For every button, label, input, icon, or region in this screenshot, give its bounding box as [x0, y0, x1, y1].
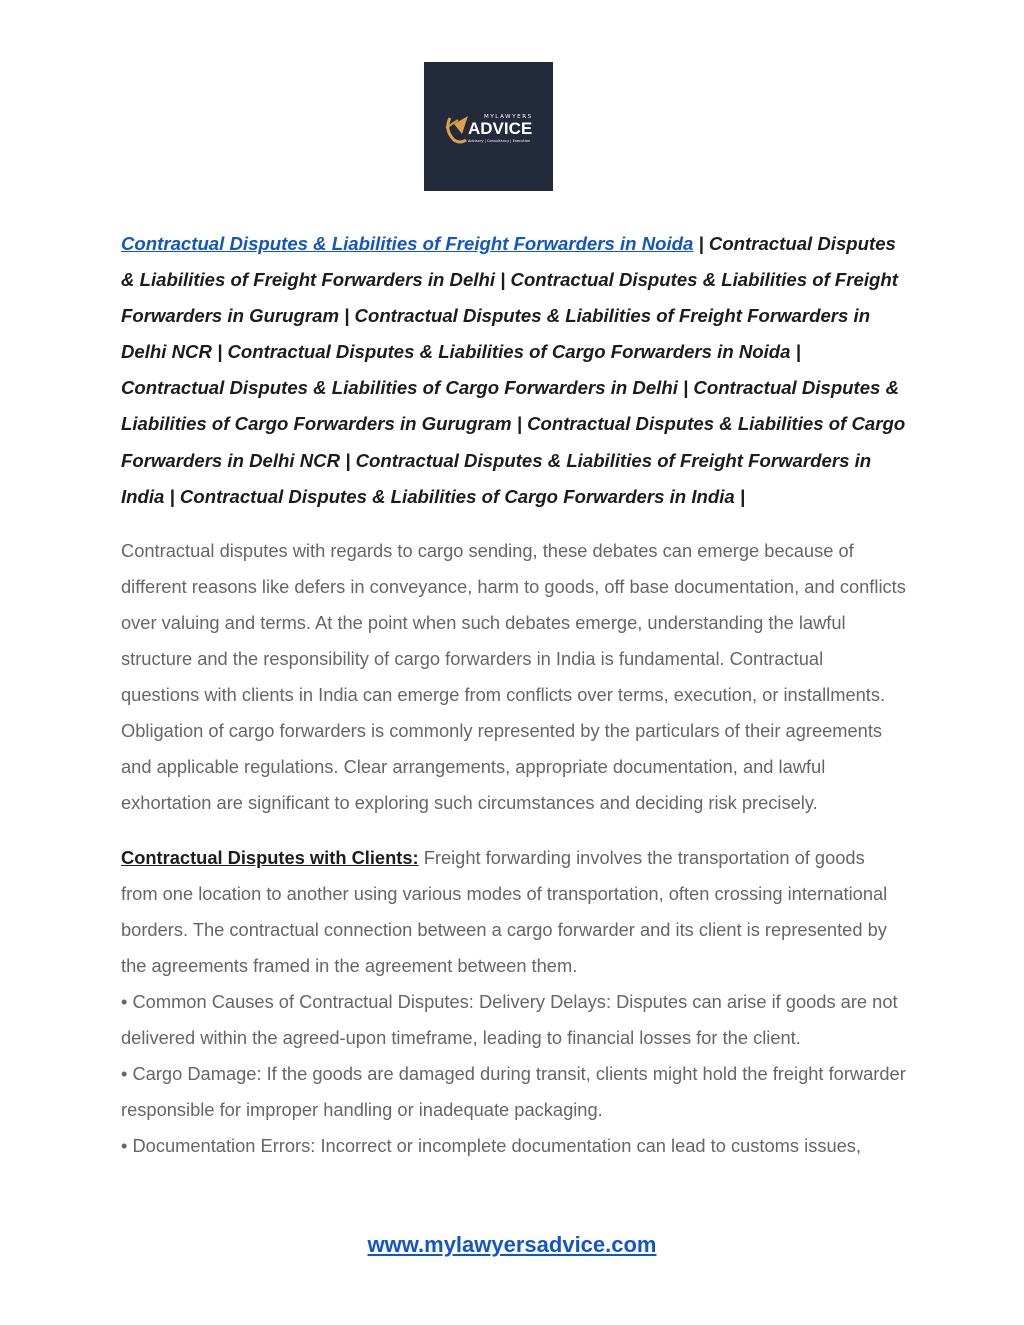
bullet-item: • Common Causes of Contractual Disputes: Delivery Delays: Disputes can arise if goods are not delivered within the agreed-upon timeframe, leading to financial losses for the client.	[121, 990, 898, 1048]
logo-graphic	[424, 62, 553, 191]
footer	[0, 1232, 1024, 1258]
document-body	[121, 226, 906, 1164]
bullet-item: • Cargo Damage: If the goods are damaged during transit, clients might hold the freight forwarder responsible for improper handling or inadequate packaging.	[121, 1063, 906, 1121]
company-logo	[424, 62, 553, 191]
svg-text:Advisory | Consultancy | Execu: Advisory | Consultancy | Execution	[468, 139, 531, 143]
svg-text:ADVICE: ADVICE	[468, 119, 533, 138]
intro-paragraph: Contractual disputes with regards to cargo sending, these debates can emerge because of different reasons like defers in conveyance, harm to goods, off base documentation, and conflicts over valuing and terms. At the point when such debates emerge, understanding the lawful structure and the responsibility of cargo forwarders in India is fundamental. Contractual questions with clients in India can emerge from conflicts over terms, execution, or installments. Obligation of cargo forwarders is commonly represented by the particulars of their agreements and applicable regulations. Clear arrangements, appropriate documentation, and lawful exhortation are significant to exploring such circumstances and deciding risk precisely.	[121, 539, 906, 814]
website-link[interactable]: www.mylawyersadvice.com	[367, 1232, 657, 1257]
keyword-heading	[121, 226, 906, 515]
clients-section	[121, 840, 906, 1165]
logo-emblem-icon	[446, 116, 468, 142]
bullet-item: • Documentation Errors: Incorrect or incomplete documentation can lead to customs issues,	[121, 1135, 862, 1157]
section-text: Freight forwarding involves the transportation of goods from one location to another using various modes of transportation, often crossing international borders. The contractual connection between a cargo forwarder and its client is represented by the agreements framed in the agreement between them.	[121, 846, 888, 976]
svg-text:MYLAWYERS: MYLAWYERS	[484, 114, 533, 120]
section-label: Contractual Disputes with Clients:	[121, 846, 419, 868]
heading-text: | Contractual Disputes & Liabilities of Freight Forwarders in Delhi | Contractual Disputes & Liabilities of Freight Forwarders in Gurugram | Contractual Disputes & Liabilities of Freight Forwarders in Delhi NCR | Contractual Disputes & Liabilities of Cargo Forwarders in Noida | Contractual Disputes & Liabilities of Cargo Forwarders in Delhi | Contractual Disputes & Liabilities of Cargo Forwarders in Gurugram | Contractual Disputes & Liabilities of Cargo Forwarders in Delhi NCR | Contractual Disputes & Liabilities of Freight Forwarders in India | Contractual Disputes & Liabilities of Cargo Forwarders in India |	[121, 233, 906, 507]
heading-link[interactable]: Contractual Disputes & Liabilities of Freight Forwarders in Noida	[121, 233, 694, 254]
